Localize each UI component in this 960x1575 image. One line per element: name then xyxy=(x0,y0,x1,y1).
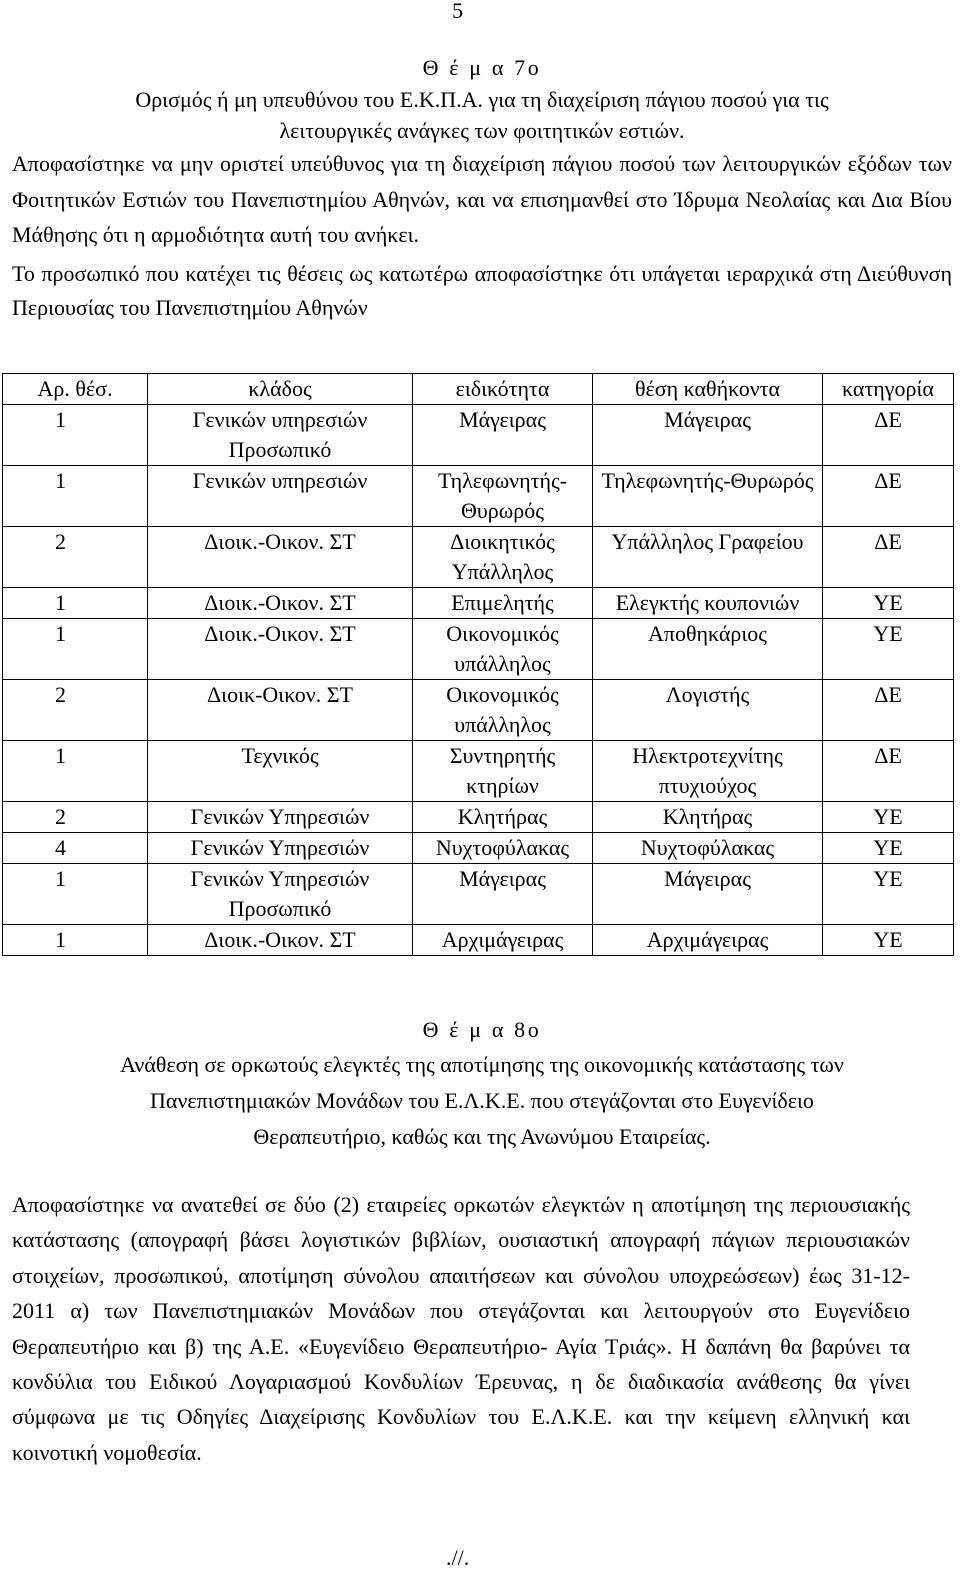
cell-branch: Διοικ.-Οικον. ΣΤ xyxy=(148,619,413,680)
cell-specialty: Αρχιμάγειρας xyxy=(413,925,593,956)
cell-duty: Λογιστής xyxy=(593,680,823,741)
cell-category: ΔΕ xyxy=(823,527,954,588)
table-row xyxy=(3,925,954,956)
thema8-subtitle-line1: Ανάθεση σε ορκωτούς ελεγκτές της αποτίμησης της οικονομικής κατάστασης των xyxy=(120,1052,844,1077)
cell-duty: Ελεγκτής κουπονιών xyxy=(593,588,823,619)
thema7-subtitle-line2: λειτουργικές ανάγκες των φοιτητικών εστιών. xyxy=(279,118,685,143)
cell-branch: Γενικών Υπηρεσιών Προσωπικό xyxy=(148,864,413,925)
header-number: Αρ. θέσ. xyxy=(3,374,148,405)
cell-branch: Γενικών υπηρεσιών xyxy=(148,466,413,527)
table-row xyxy=(3,405,954,466)
cell-specialty: Τηλεφωνητής-Θυρωρός xyxy=(413,466,593,527)
thema8-title: Θ έ μ α 8ο xyxy=(422,1017,542,1042)
cell-duty: Μάγειρας xyxy=(593,864,823,925)
table-row xyxy=(3,741,954,802)
cell-category: ΔΕ xyxy=(823,680,954,741)
cell-branch: Γενικών υπηρεσιών Προσωπικό xyxy=(148,405,413,466)
cell-number: 1 xyxy=(3,405,148,466)
header-duty: θέση καθήκοντα xyxy=(593,374,823,405)
header-specialty: ειδικότητα xyxy=(413,374,593,405)
cell-duty: Μάγειρας xyxy=(593,405,823,466)
cell-category: ΥΕ xyxy=(823,864,954,925)
cell-branch: Γενικών Υπηρεσιών xyxy=(148,802,413,833)
cell-category: ΔΕ xyxy=(823,405,954,466)
thema8-subtitle-line3: Θεραπευτήριο, καθώς και της Ανωνύμου Εταιρείας. xyxy=(253,1124,711,1149)
cell-branch: Διοικ-Οικον. ΣΤ xyxy=(148,680,413,741)
page-footer-mark: .//. xyxy=(446,1545,470,1570)
header-category: κατηγορία xyxy=(823,374,954,405)
cell-duty: Κλητήρας xyxy=(593,802,823,833)
cell-specialty: Οικονομικός υπάλληλος xyxy=(413,619,593,680)
cell-specialty: Επιμελητής xyxy=(413,588,593,619)
cell-duty: Αρχιμάγειρας xyxy=(593,925,823,956)
table-row xyxy=(3,466,954,527)
table-row xyxy=(3,833,954,864)
cell-category: ΥΕ xyxy=(823,588,954,619)
cell-number: 1 xyxy=(3,619,148,680)
thema8-paragraph: Αποφασίστηκε να ανατεθεί σε δύο (2) εταιρείες ορκωτών ελεγκτών η αποτίμηση της περιουσιακής κατάστασης (απογραφή βάσει λογιστικών βιβλίων, ουσιαστική απογραφή πάγιων περιουσιακών στοιχείων, προσωπικού, αποτίμηση σύνολου απαιτήσεων και σύνολου υποχρεώσεων) έως 31-12-2011 α) των Πανεπιστημιακών Μονάδων που στεγάζονται και λειτουργούν στο Ευγενίδειο Θεραπευτήριο και β) της Α.Ε. «Ευγενίδειο Θεραπευτήριο- Αγία Τριάς». Η δαπάνη θα βαρύνει τα κονδύλια του Ειδικού Λογαριασμού Κονδυλίων Έρευνας, η δε διαδικασία ανάθεσης θα γίνει σύμφωνα με τις Οδηγίες Διαχείρισης Κονδυλίων του Ε.Λ.Κ.Ε. και την κείμενη ελληνική και κοινοτική νομοθεσία. xyxy=(12,1192,910,1465)
table-row xyxy=(3,680,954,741)
cell-branch: Διοικ.-Οικον. ΣΤ xyxy=(148,527,413,588)
header-branch: κλάδος xyxy=(148,374,413,405)
table-row xyxy=(3,588,954,619)
thema7-paragraph1: Αποφασίστηκε να μην οριστεί υπεύθυνος για τη διαχείριση πάγιου ποσού των λειτουργικών εξόδων των Φοιτητικών Εστιών του Πανεπιστημίου Αθηνών, και να επισημανθεί στο Ίδρυμα Νεολαίας και Δια Βίου Μάθησης ότι η αρμοδιότητα αυτή του ανήκει. xyxy=(12,151,952,247)
cell-specialty: Συντηρητής κτηρίων xyxy=(413,741,593,802)
cell-branch: Τεχνικός xyxy=(148,741,413,802)
cell-number: 4 xyxy=(3,833,148,864)
cell-category: ΥΕ xyxy=(823,802,954,833)
cell-number: 1 xyxy=(3,466,148,527)
cell-category: ΥΕ xyxy=(823,619,954,680)
thema7-section xyxy=(12,52,952,325)
table-header-row xyxy=(3,374,954,405)
thema7-subtitle-line1: Ορισμός ή μη υπευθύνου του Ε.Κ.Π.Α. για τη διαχείριση πάγιου ποσού για τις xyxy=(135,87,829,112)
cell-number: 2 xyxy=(3,802,148,833)
cell-branch: Διοικ.-Οικον. ΣΤ xyxy=(148,588,413,619)
thema7-title: Θ έ μ α 7ο xyxy=(422,55,542,80)
cell-category: ΥΕ xyxy=(823,925,954,956)
cell-specialty: Μάγειρας xyxy=(413,405,593,466)
cell-duty: Ηλεκτροτεχνίτης πτυχιούχος xyxy=(593,741,823,802)
cell-category: ΔΕ xyxy=(823,741,954,802)
cell-number: 1 xyxy=(3,864,148,925)
thema8-section xyxy=(12,1013,952,1155)
cell-category: ΔΕ xyxy=(823,466,954,527)
table-row xyxy=(3,619,954,680)
cell-duty: Τηλεφωνητής-Θυρωρός xyxy=(593,466,823,527)
cell-category: ΥΕ xyxy=(823,833,954,864)
cell-specialty: Διοικητικός Υπάλληλος xyxy=(413,527,593,588)
cell-specialty: Κλητήρας xyxy=(413,802,593,833)
thema7-paragraph2: Το προσωπικό που κατέχει τις θέσεις ως κατωτέρω αποφασίστηκε ότι υπάγεται ιεραρχικά στη Διεύθυνση Περιουσίας του Πανεπιστημίου Αθηνών xyxy=(12,260,952,320)
table-row xyxy=(3,527,954,588)
cell-number: 1 xyxy=(3,588,148,619)
table-row xyxy=(3,802,954,833)
staff-table xyxy=(2,373,954,956)
table-row xyxy=(3,864,954,925)
cell-branch: Γενικών Υπηρεσιών xyxy=(148,833,413,864)
cell-specialty: Μάγειρας xyxy=(413,864,593,925)
cell-number: 2 xyxy=(3,680,148,741)
cell-branch: Διοικ.-Οικον. ΣΤ xyxy=(148,925,413,956)
cell-number: 2 xyxy=(3,527,148,588)
cell-number: 1 xyxy=(3,925,148,956)
cell-number: 1 xyxy=(3,741,148,802)
cell-duty: Αποθηκάριος xyxy=(593,619,823,680)
cell-specialty: Νυχτοφύλακας xyxy=(413,833,593,864)
thema8-subtitle-line2: Πανεπιστημιακών Μονάδων του Ε.Λ.Κ.Ε. που στεγάζονται στο Ευγενίδειο xyxy=(150,1088,814,1113)
cell-duty: Υπάλληλος Γραφείου xyxy=(593,527,823,588)
page-number: 5 xyxy=(452,0,463,23)
cell-duty: Νυχτοφύλακας xyxy=(593,833,823,864)
cell-specialty: Οικονομικός υπάλληλος xyxy=(413,680,593,741)
